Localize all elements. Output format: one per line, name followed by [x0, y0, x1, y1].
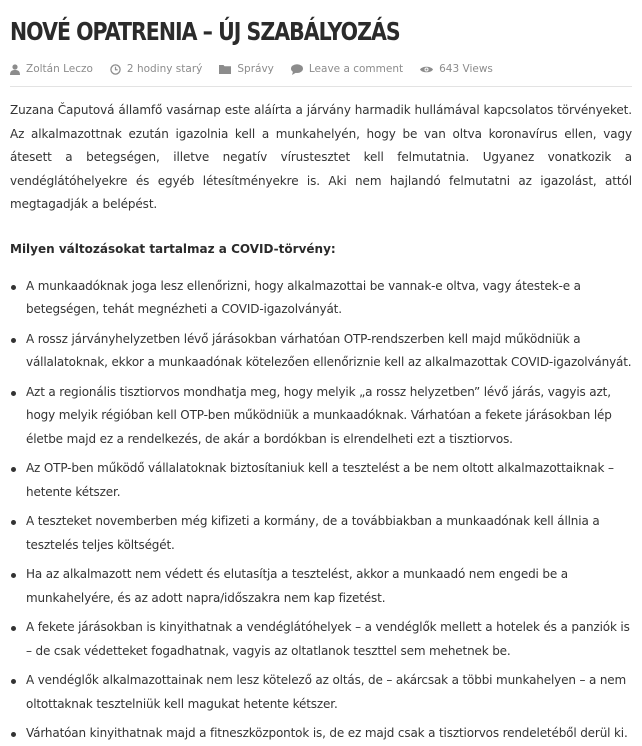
list-item: A munkaadóknak joga lesz ellenőrizni, hogy alkalmazottai be vannak-e oltva, vagy átestek-e a betegségen, tehát megnézheti a COVID-igazolványát. [10, 275, 632, 322]
meta-views [420, 63, 493, 75]
list-item: Várhatóan kinyithatnak majd a fitneszközpontok is, de ez majd csak a tisztiorvos rendeletéből derül ki. [10, 722, 632, 746]
list-item: A vendéglők alkalmazottainak nem lesz kötelező az oltás, de – akárcsak a többi munkahelyen – a nem oltottaknak tesztelniük kell magukat hetente kétszer. [10, 669, 632, 716]
eye-icon [420, 65, 433, 74]
view-count: 643 Views [439, 63, 493, 75]
list-item: A teszteket novemberben még kifizeti a kormány, de a továbbiakban a munkaadónak kell állnia a tesztelés teljes költségét. [10, 510, 632, 557]
comments-link[interactable]: Leave a comment [308, 63, 404, 75]
list-item: A rossz járványhelyzetben lévő járásokban várhatóan OTP-rendszerben kell majd működniük a vállalatoknak, ekkor a munkaadónak kötelezően ellenőriznie kell az alkalmazottak COVID-igazolványát. [10, 328, 632, 375]
changes-list [10, 275, 632, 746]
meta-divider [10, 86, 632, 87]
article-meta [10, 59, 632, 79]
user-icon [10, 64, 20, 75]
category-link[interactable]: Správy [237, 63, 274, 75]
article-title: NOVÉ OPATRENIA – ÚJ SZABÁLYOZÁS [10, 17, 400, 46]
folder-icon [219, 64, 231, 74]
meta-category[interactable] [219, 63, 274, 75]
post-time: 2 hodiny starý [126, 63, 203, 75]
clock-icon [110, 64, 121, 75]
list-item: Azt a regionális tisztiorvos mondhatja meg, hogy melyik „a rossz helyzetben” lévő járás, vagyis azt, hogy melyik régióban kell OTP-ben működniük a munkaadóknak. Várhatóan a fekete járásokban lép életbe majd ez a rendelkezés, de akár a bordókban is elrendelheti ezt a tisztiorvos. [10, 381, 632, 452]
meta-author[interactable] [10, 63, 93, 75]
meta-comments[interactable] [291, 63, 403, 75]
list-item: A fekete járásokban is kinyithatnak a vendéglátóhelyek – a vendéglők mellett a hotelek és a panziók is – de csak védetteket fogadhatnak, vagyis az oltatlanok teszttel sem mehetnek be. [10, 616, 632, 663]
list-item: Ha az alkalmazott nem védett és elutasítja a tesztelést, akkor a munkaadó nem engedi be a munkahelyére, és az adott napra/időszakra nem kap fizetést. [10, 563, 632, 610]
lead-paragraph: Zuzana Čaputová államfő vasárnap este aláírta a járvány harmadik hullámával kapcsolatos törvényeket. Az alkalmazottnak ezután igazolnia kell a munkahelyén, hogy be van oltva koronavírus ellen, vagy átesett a betegségen, illetve negatív vírustesztet kell felmutatnia. Ugyanez vonatkozik a vendéglátóhelyekre és egyéb létesítményekre is. Aki nem hajlandó felmutatni az igazolást, attól megtagadják a belépést. [10, 103, 632, 211]
author-name[interactable]: Zoltán Leczo [26, 63, 93, 75]
section-heading: Milyen változásokat tartalmaz a COVID-törvény: [10, 241, 336, 256]
list-item: Az OTP-ben működő vállalatoknak biztosítaniuk kell a tesztelést a be nem oltott alkalmazottaiknak – hetente kétszer. [10, 457, 632, 504]
comment-icon [291, 64, 303, 75]
meta-time [110, 63, 202, 75]
